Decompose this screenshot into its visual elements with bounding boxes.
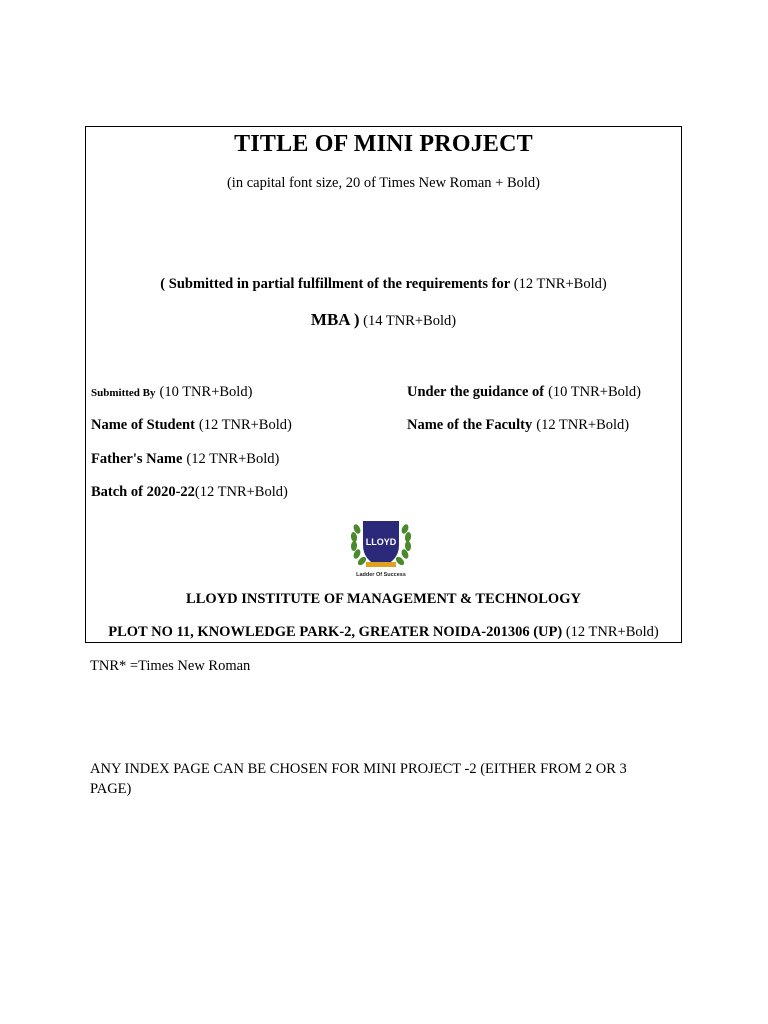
student-name-note: (12 TNR+Bold) [198,417,292,433]
guidance-row [407,383,641,401]
address-text: PLOT NO 11, KNOWLEDGE PARK-2, GREATER NOIDA-201306 (UP) [108,624,563,640]
fathers-name-label: Father's Name [91,451,183,467]
guidance-label: Under the guidance of [407,384,545,400]
submission-format-note: (12 TNR+Bold) [513,276,607,292]
address-format-note: (12 TNR+Bold) [565,624,659,640]
batch-note: (12 TNR+Bold) [194,484,288,500]
lloyd-logo-graphic [348,515,414,579]
submitted-by-note: (10 TNR+Bold) [159,384,253,400]
batch-row [91,483,288,501]
degree-line [86,310,681,330]
fathers-name-note: (12 TNR+Bold) [186,451,280,467]
index-page-note: ANY INDEX PAGE CAN BE CHOSEN FOR MINI PROJECT -2 (EITHER FROM 2 OR 3 PAGE) [90,761,627,797]
faculty-name-row [407,416,629,434]
submission-statement [86,276,681,293]
submitted-by-label: Submitted By [91,387,156,399]
project-title: TITLE OF MINI PROJECT [234,131,533,157]
tnr-footnote: TNR* =Times New Roman [90,658,251,674]
lloyd-logo [348,515,414,579]
title-format-note: (in capital font size, 20 of Times New Roman + Bold) [226,175,541,191]
batch-label: Batch of 2020-22 [91,484,195,500]
submitted-by-row [91,383,252,401]
cover-page-frame [85,126,682,643]
institute-address [86,624,681,641]
student-name-label: Name of Student [91,417,195,433]
faculty-name-label: Name of the Faculty [407,417,533,433]
degree-format-note: (14 TNR+Bold) [363,313,457,329]
logo-tagline: Ladder Of Success [356,572,406,578]
student-name-row [91,416,292,434]
fathers-name-row [91,450,279,468]
submission-statement-text: ( Submitted in partial fulfillment of the requirements for [160,276,511,292]
ribbon-icon [366,562,396,567]
logo-text: LLOYD [365,537,397,547]
degree-name: MBA ) [310,310,360,329]
guidance-note: (10 TNR+Bold) [548,384,641,400]
faculty-name-note: (12 TNR+Bold) [536,417,630,433]
institute-name: LLOYD INSTITUTE OF MANAGEMENT & TECHNOLOGY [186,591,581,607]
